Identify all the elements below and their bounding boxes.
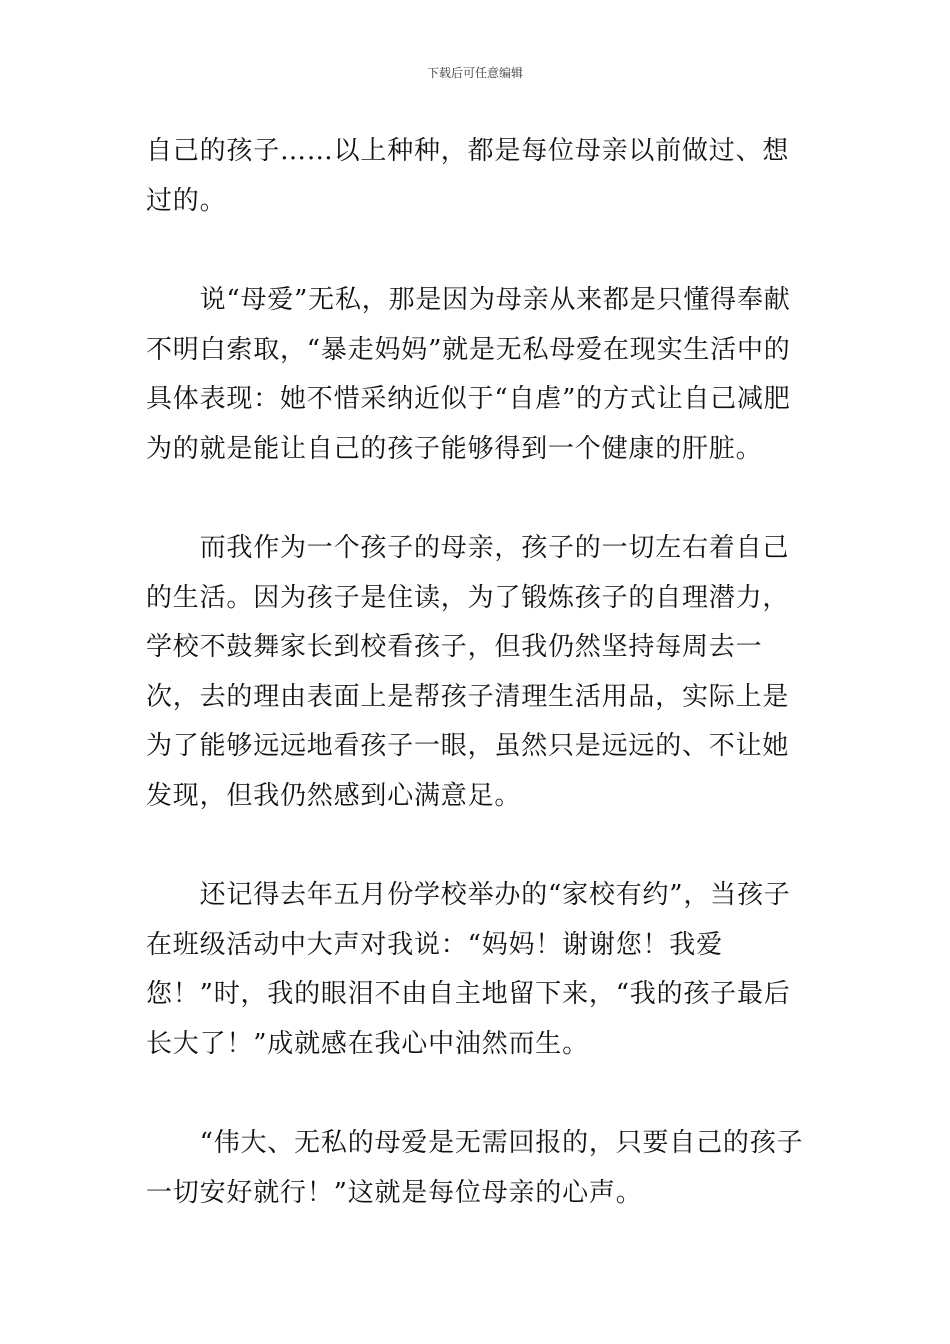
document-body [146,127,810,1218]
page-header-note: 下载后可任意编辑 [426,66,523,80]
paragraph: 还记得去年五月份学校举办的“家校有约”，当孩子在班级活动中大声对我说：“妈妈！谢谢您！我爱您！”时，我的眼泪不由自主地留下来，“我的孩子最后长大了！”成就感在我心中油然而生。 [146,880,791,1059]
paragraph: 而我作为一个孩子的母亲，孩子的一切左右着自己的生活。因为孩子是住读，为了锻炼孩子的自理潜力，学校不鼓舞家长到校看孩子，但我仍然坚持每周去一次，去的理由表面上是帮孩子清理生活用品，实际上是为了能够远远地看孩子一眼，虽然只是远远的、不让她发现，但我仍然感到心满意足。 [146,533,790,811]
paragraph: 说“母爱”无私，那是因为母亲从来都是只懂得奉献不明白索取，“暴走妈妈”就是无私母爱在现实生活中的具体表现：她不惜采纳近似于“自虐”的方式让自己减肥为的就是能让自己的孩子能够得到一个健康的肝脏。 [146,285,791,464]
paragraph: “伟大、无私的母爱是无需回报的，只要自己的孩子一切安好就行！”这就是每位母亲的心声。 [146,1128,804,1208]
paragraph: 自己的孩子……以上种种，都是每位母亲以前做过、想过的。 [146,136,790,216]
